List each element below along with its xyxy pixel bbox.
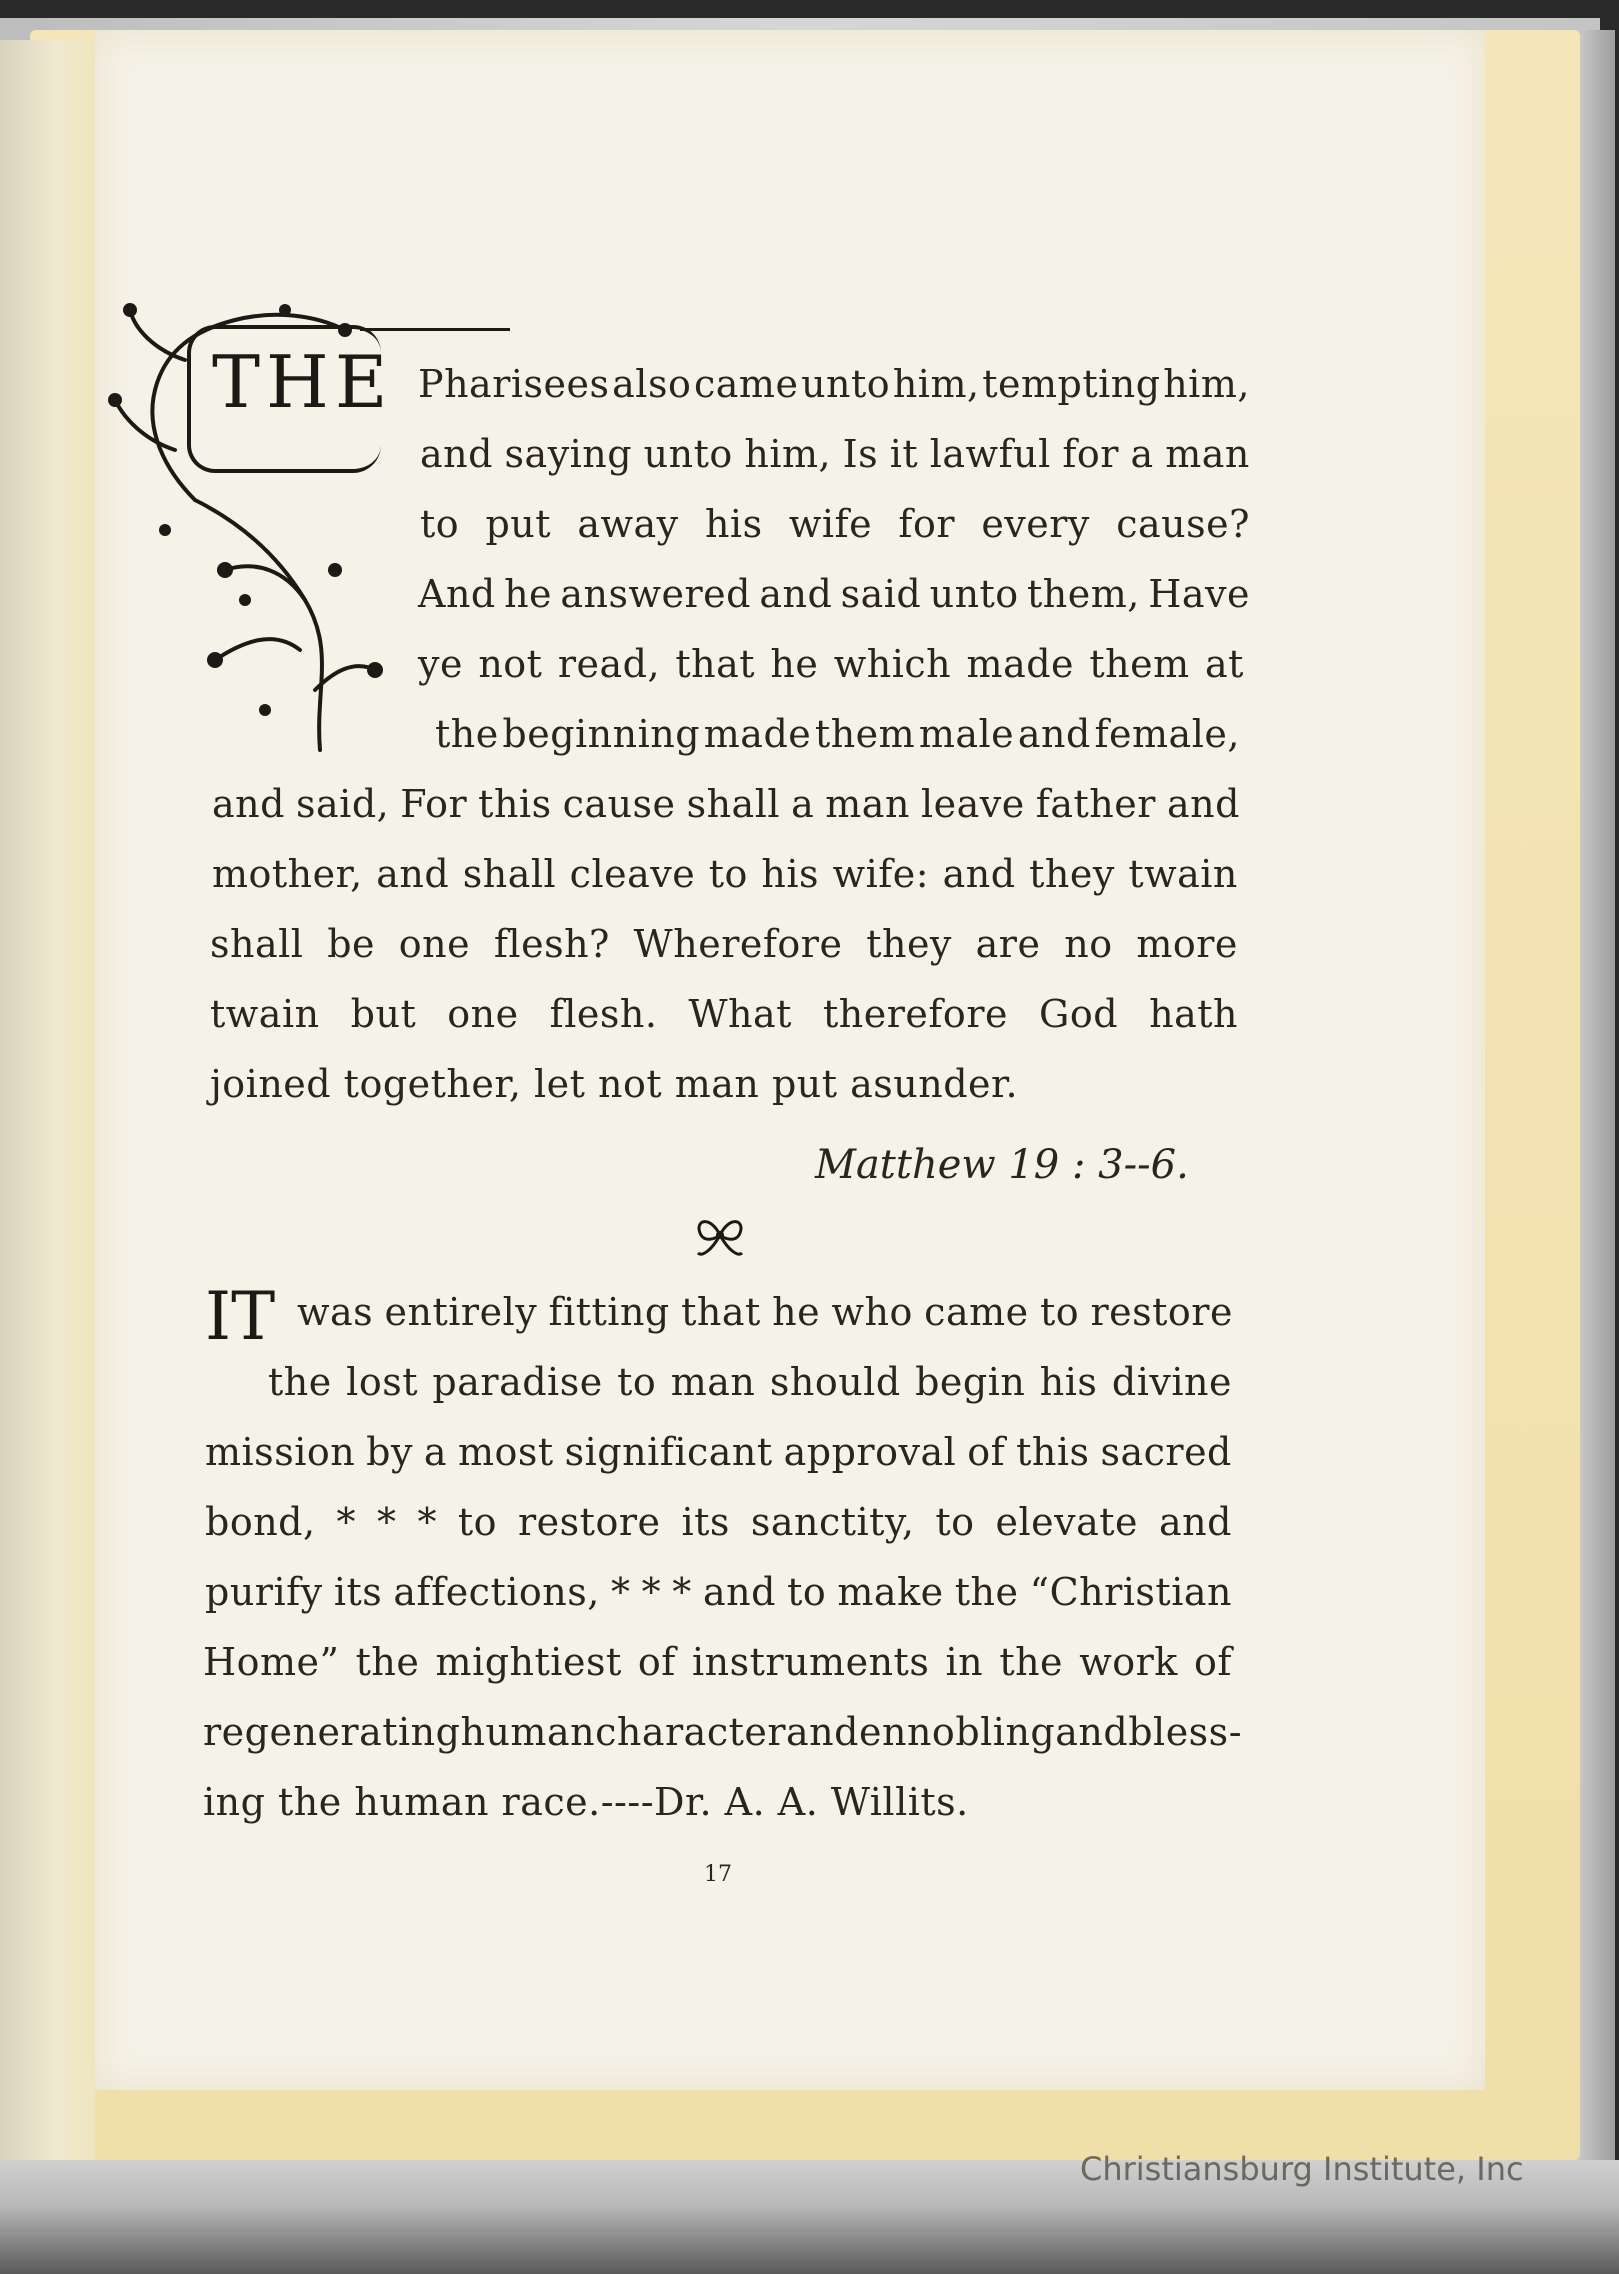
word: not xyxy=(478,642,543,686)
word: regenerating xyxy=(203,1710,461,1754)
word: female, xyxy=(1094,712,1240,756)
word: he xyxy=(504,572,553,616)
word: and xyxy=(1166,782,1240,826)
commentary-line xyxy=(203,1710,1243,1754)
word: Is xyxy=(842,432,879,476)
word: affections, xyxy=(393,1570,600,1614)
word: * xyxy=(336,1500,357,1544)
word: character xyxy=(595,1710,787,1754)
dropcap-rule xyxy=(360,328,510,331)
word: make xyxy=(837,1570,944,1614)
fleuron-icon xyxy=(690,1205,750,1265)
word: they xyxy=(866,922,952,966)
word: him, xyxy=(1163,362,1250,406)
commentary-line: ing the human race.----Dr. A. A. Willits. xyxy=(203,1780,969,1824)
word: saying xyxy=(504,432,633,476)
word: mother, xyxy=(212,852,363,896)
word: What xyxy=(688,992,792,1036)
word: said, xyxy=(296,782,390,826)
passage-line xyxy=(212,782,1240,826)
word: cleave xyxy=(569,852,696,896)
word: more xyxy=(1136,922,1238,966)
word: and xyxy=(786,1710,859,1754)
word: of xyxy=(637,1640,676,1684)
word: God xyxy=(1039,992,1119,1036)
word: shall xyxy=(686,782,781,826)
word: to xyxy=(935,1500,975,1544)
word: made xyxy=(703,712,812,756)
word: ye xyxy=(418,642,463,686)
watermark: Christiansburg Institute, Inc xyxy=(1080,2150,1524,2188)
word: a xyxy=(791,782,815,826)
word: restore xyxy=(518,1500,661,1544)
word: one xyxy=(398,922,471,966)
word: for xyxy=(1062,432,1119,476)
word: For xyxy=(400,782,468,826)
word: sanctity, xyxy=(750,1500,915,1544)
word: elevate xyxy=(995,1500,1139,1544)
word: father xyxy=(1035,782,1156,826)
commentary-line xyxy=(205,1570,1232,1614)
word: of xyxy=(1194,1640,1232,1684)
word: made xyxy=(966,642,1075,686)
word: “Christian xyxy=(1029,1570,1232,1614)
word: which xyxy=(833,642,952,686)
word: and xyxy=(942,852,1016,896)
dropcap-the: THE xyxy=(212,340,394,424)
passage-line: joined together, let not man put asunder. xyxy=(210,1062,1019,1106)
word: Wherefore xyxy=(633,922,843,966)
word: and xyxy=(1017,712,1091,756)
word: should xyxy=(769,1360,901,1404)
word: wife xyxy=(788,502,873,546)
word: its xyxy=(681,1500,730,1544)
word: and xyxy=(1055,1710,1129,1754)
word: Home” xyxy=(203,1640,340,1684)
word: for xyxy=(898,502,956,546)
word: purify xyxy=(205,1570,323,1614)
word: sacred xyxy=(1100,1430,1232,1474)
word: and xyxy=(759,572,833,616)
word: * xyxy=(672,1570,692,1614)
word: bond, xyxy=(205,1500,316,1544)
word: this xyxy=(1016,1430,1090,1474)
word: the xyxy=(954,1570,1019,1614)
word: they xyxy=(1029,852,1115,896)
word: it xyxy=(889,432,919,476)
word: lawful xyxy=(929,432,1051,476)
word: male xyxy=(918,712,1015,756)
word: away xyxy=(577,502,679,546)
dropcap-it: IT xyxy=(205,1278,276,1355)
word: significant xyxy=(564,1430,773,1474)
word: unto xyxy=(929,572,1019,616)
page-number: 17 xyxy=(704,1862,732,1887)
passage-line xyxy=(418,642,1244,686)
passage-line xyxy=(418,362,1250,406)
word: was xyxy=(297,1290,374,1334)
passage-line xyxy=(420,432,1250,476)
word: every xyxy=(981,502,1090,546)
commentary-line xyxy=(297,1290,1233,1334)
word: therefore xyxy=(822,992,1008,1036)
word: begin xyxy=(915,1360,1026,1404)
word: leave xyxy=(920,782,1025,826)
word: them xyxy=(814,712,916,756)
word: ennobling xyxy=(859,1710,1056,1754)
word: cause? xyxy=(1116,502,1250,546)
passage-line xyxy=(435,712,1240,756)
scripture-citation: Matthew 19 : 3--6. xyxy=(815,1142,1189,1188)
word: to xyxy=(420,502,460,546)
passage-line xyxy=(210,922,1238,966)
word: be xyxy=(327,922,376,966)
word: beginning xyxy=(502,712,701,756)
word: this xyxy=(478,782,552,826)
word: him, xyxy=(744,432,832,476)
word: And xyxy=(418,572,496,616)
word: human xyxy=(460,1710,596,1754)
word: of xyxy=(967,1430,1006,1474)
word: flesh. xyxy=(549,992,658,1036)
word: his xyxy=(761,852,820,896)
word: came xyxy=(924,1290,1029,1334)
word: wife: xyxy=(832,852,930,896)
word: the xyxy=(435,712,499,756)
word: read, xyxy=(557,642,661,686)
word: in xyxy=(945,1640,984,1684)
word: he xyxy=(770,642,819,686)
word: also xyxy=(612,362,692,406)
word: at xyxy=(1205,642,1244,686)
word: mightiest xyxy=(435,1640,622,1684)
word: answered xyxy=(560,572,751,616)
word: cause xyxy=(562,782,676,826)
word: his xyxy=(1039,1360,1098,1404)
word: * xyxy=(610,1570,631,1614)
word: and xyxy=(376,852,450,896)
word: entirely xyxy=(384,1290,538,1334)
word: to xyxy=(457,1500,498,1544)
word: he xyxy=(772,1290,821,1334)
word: and xyxy=(420,432,493,476)
word: and xyxy=(1158,1500,1232,1544)
word: are xyxy=(975,922,1041,966)
word: Have xyxy=(1148,572,1250,616)
word: came xyxy=(693,362,799,406)
word: no xyxy=(1064,922,1113,966)
word: its xyxy=(333,1570,383,1614)
word: the xyxy=(999,1640,1064,1684)
word: fitting xyxy=(548,1290,670,1334)
word: and xyxy=(702,1570,776,1614)
word: to xyxy=(1039,1290,1080,1334)
facing-page-edge xyxy=(0,40,95,2160)
word: to xyxy=(617,1360,657,1404)
word: * xyxy=(417,1500,437,1544)
word: unto xyxy=(643,432,733,476)
word: paradise xyxy=(432,1360,603,1404)
word: most xyxy=(458,1430,554,1474)
word: instruments xyxy=(692,1640,930,1684)
word: man xyxy=(1165,432,1250,476)
word: approval xyxy=(783,1430,957,1474)
word: by xyxy=(366,1430,413,1474)
word: flesh? xyxy=(493,922,610,966)
commentary-line xyxy=(203,1640,1232,1684)
word: twain xyxy=(210,992,320,1036)
word: Pharisees xyxy=(418,362,610,406)
passage-line xyxy=(420,502,1250,546)
word: divine xyxy=(1111,1360,1232,1404)
word: a xyxy=(1130,432,1154,476)
word: tempting xyxy=(982,362,1161,406)
word: * xyxy=(641,1570,662,1614)
word: and xyxy=(212,782,285,826)
word: work xyxy=(1079,1640,1178,1684)
word: restore xyxy=(1090,1290,1233,1334)
word: one xyxy=(447,992,519,1036)
word: them, xyxy=(1027,572,1140,616)
word: a xyxy=(423,1430,448,1474)
word: man xyxy=(825,782,910,826)
word: his xyxy=(704,502,763,546)
word: shall xyxy=(462,852,557,896)
word: said xyxy=(840,572,922,616)
word: unto xyxy=(801,362,891,406)
passage-line xyxy=(212,852,1238,896)
word: them xyxy=(1089,642,1190,686)
word: lost xyxy=(346,1360,418,1404)
word: put xyxy=(485,502,552,546)
word: that xyxy=(681,1290,761,1334)
word: the xyxy=(268,1360,332,1404)
word: hath xyxy=(1149,992,1238,1036)
passage-line xyxy=(210,992,1238,1036)
passage-line xyxy=(418,572,1250,616)
word: who xyxy=(831,1290,913,1334)
commentary-line xyxy=(205,1500,1232,1544)
word: bless- xyxy=(1128,1710,1243,1754)
word: but xyxy=(350,992,417,1036)
word: twain xyxy=(1128,852,1238,896)
word: man xyxy=(670,1360,756,1404)
word: mission xyxy=(205,1430,356,1474)
word: him, xyxy=(892,362,980,406)
commentary-line xyxy=(205,1430,1232,1474)
word: to xyxy=(787,1570,827,1614)
word: to xyxy=(708,852,748,896)
word: that xyxy=(675,642,756,686)
commentary-line xyxy=(268,1360,1232,1404)
word: * xyxy=(377,1500,397,1544)
word: the xyxy=(355,1640,420,1684)
word: shall xyxy=(210,922,304,966)
